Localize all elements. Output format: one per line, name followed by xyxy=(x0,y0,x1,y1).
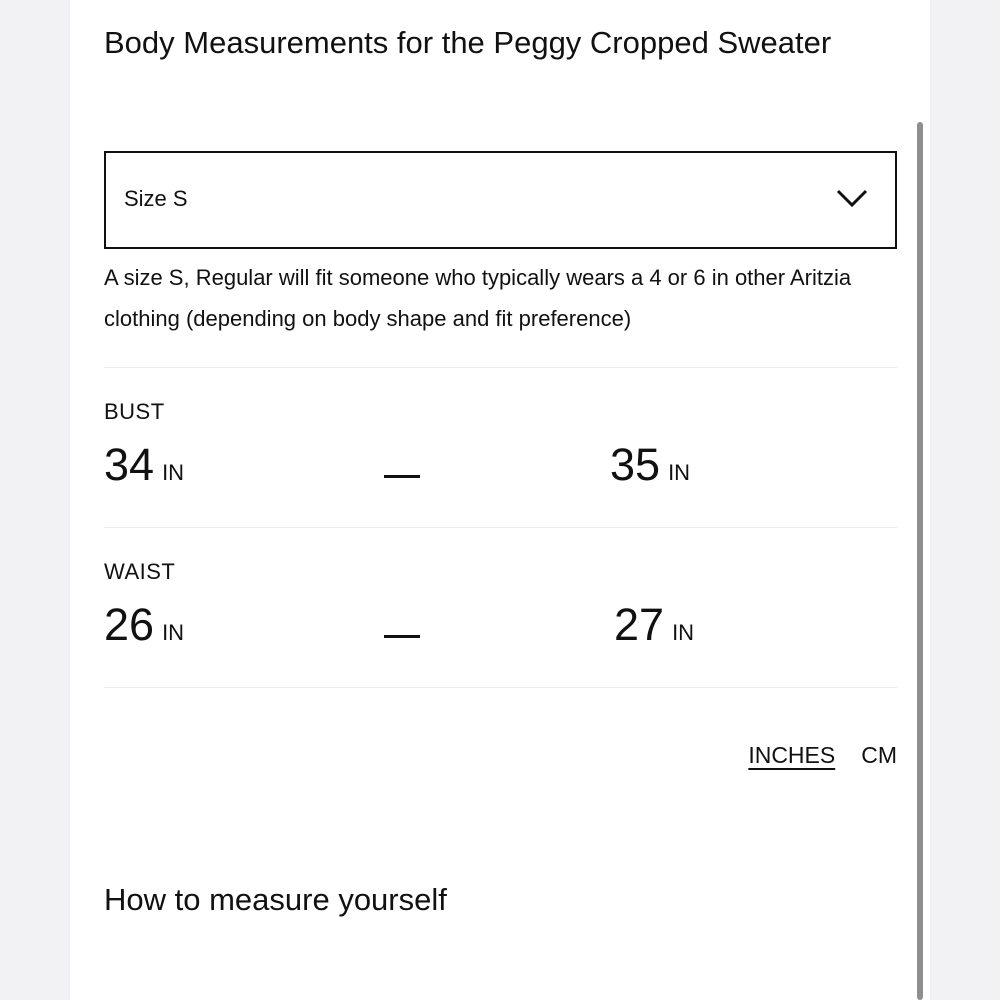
unit-toggle xyxy=(748,742,897,769)
divider xyxy=(104,367,897,368)
measurement-min xyxy=(104,599,184,651)
size-dropdown[interactable] xyxy=(104,151,897,249)
unit-inches-button[interactable]: INCHES xyxy=(748,742,836,768)
measurement-row-bust xyxy=(104,399,897,519)
measurement-unit: IN xyxy=(668,460,691,485)
measurement-unit: IN xyxy=(162,620,185,645)
scrollbar[interactable] xyxy=(917,122,923,1000)
unit-cm-button[interactable]: CM xyxy=(861,742,897,768)
measurement-row-waist xyxy=(104,559,897,679)
page-title: Body Measurements for the Peggy Cropped Sweater xyxy=(104,25,832,60)
measurement-label: BUST xyxy=(104,399,165,424)
range-dash xyxy=(384,475,420,478)
size-dropdown-value: Size S xyxy=(124,186,188,211)
measurement-max xyxy=(610,439,690,491)
chevron-down-icon xyxy=(835,187,869,209)
measurement-min xyxy=(104,439,184,491)
size-guide-panel xyxy=(70,0,930,1000)
measurement-max-value: 27 xyxy=(614,599,665,650)
divider xyxy=(104,527,897,528)
measurement-unit: IN xyxy=(672,620,695,645)
divider xyxy=(104,687,897,688)
measurement-label: WAIST xyxy=(104,559,176,584)
measurement-min-value: 34 xyxy=(104,439,155,490)
measurement-min-value: 26 xyxy=(104,599,155,650)
how-to-measure-heading: How to measure yourself xyxy=(104,882,447,917)
measurement-unit: IN xyxy=(162,460,185,485)
measurement-max xyxy=(614,599,694,651)
range-dash xyxy=(384,635,420,638)
measurement-max-value: 35 xyxy=(610,439,661,490)
fit-description: A size S, Regular will fit someone who typically wears a 4 or 6 in other Aritzia clothing (depending on body shape and fit preference) xyxy=(104,265,852,331)
